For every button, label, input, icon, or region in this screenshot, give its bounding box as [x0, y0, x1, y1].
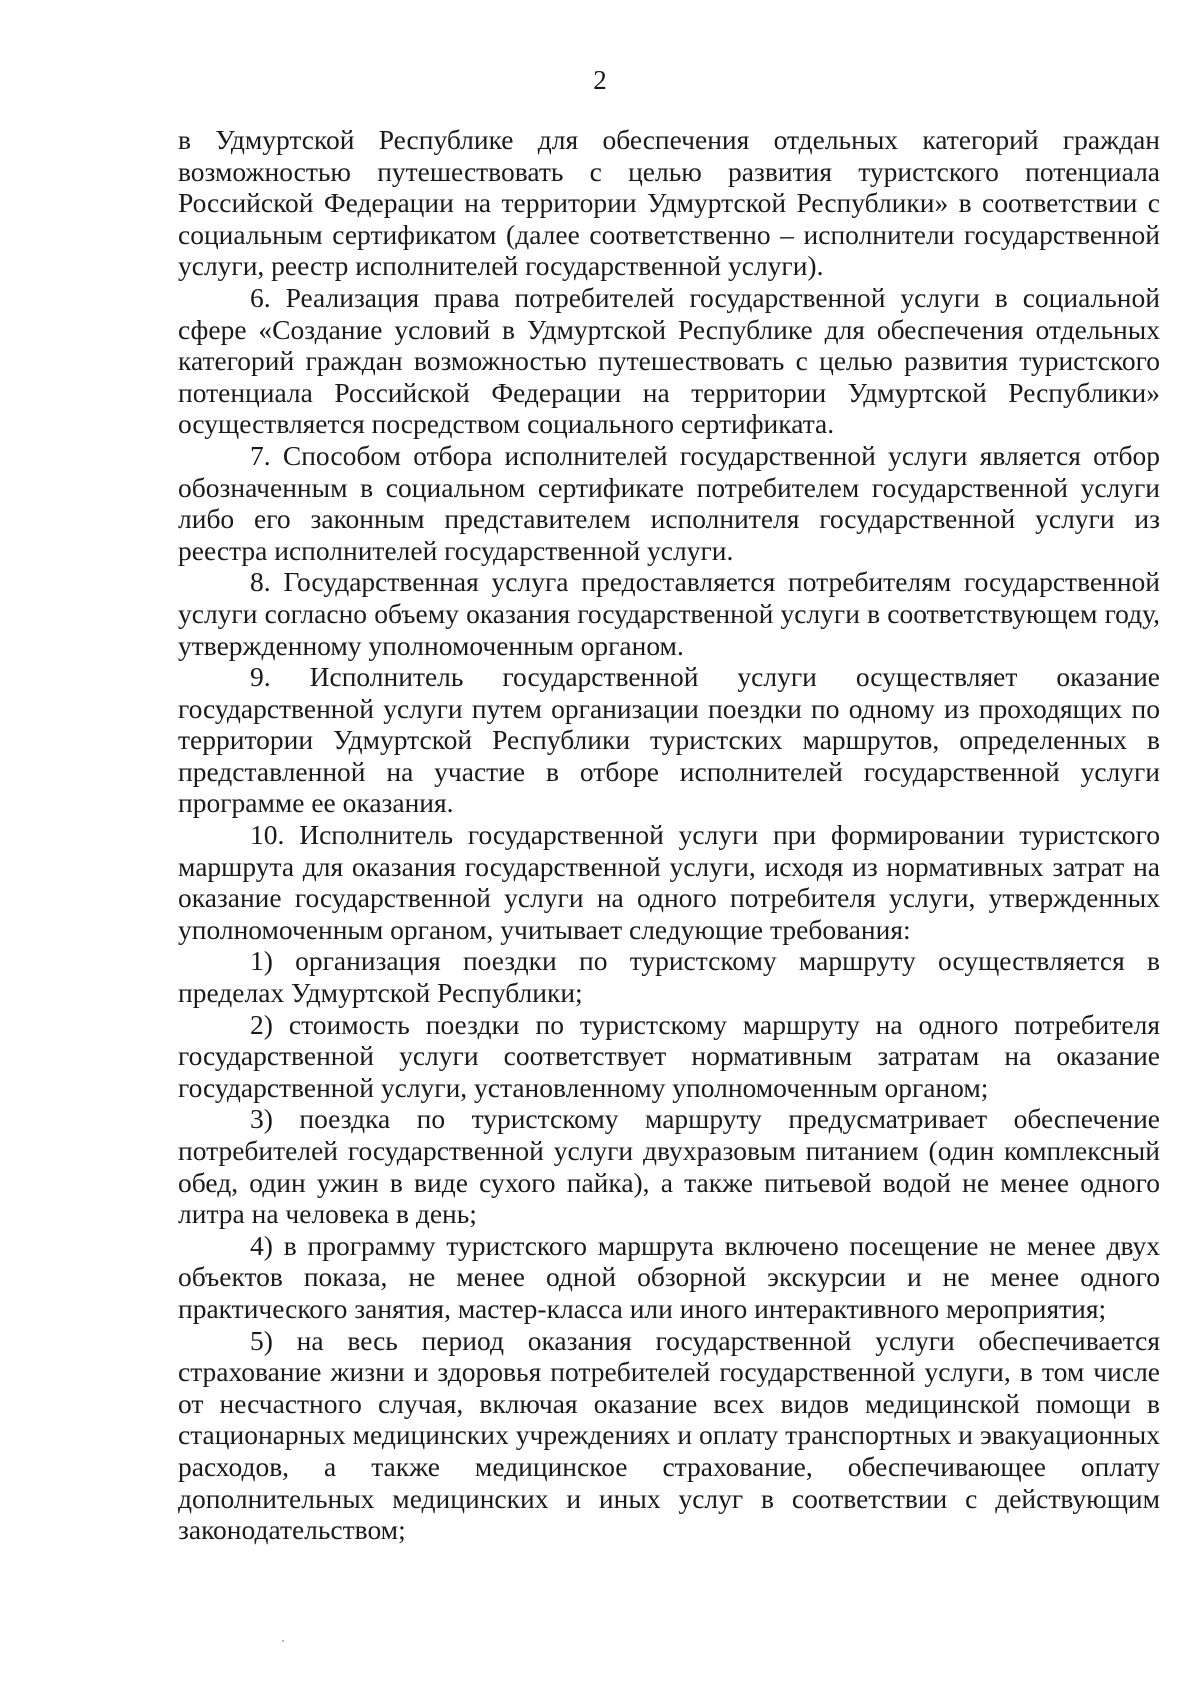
page-number: 2 [593, 65, 607, 95]
scan-speck [282, 1640, 284, 1642]
list-item-3: 3) поездка по туристскому маршруту предусматривает обеспечение потребителей государственной услуги двухразовым питанием (один комплексный обед, один ужин в виде сухого пайка), а также питьевой водой не менее одного литра на человека в день; [178, 1103, 1160, 1230]
paragraph-item-10: 10. Исполнитель государственной услуги при формировании туристского маршрута для оказания государственной услуги, исходя из нормативных затрат на оказание государственной услуги на одного потребителя услуги, утвержденных уполномоченным органом, учитывает следующие требования: [178, 819, 1160, 945]
paragraph-item-9: 9. Исполнитель государственной услуги осуществляет оказание государственной услуги путем организации поездки по одному из проходящих по территории Удмуртской Республики туристских маршрутов, определенных в представленной на участие в отборе исполнителей государственной услуги программе ее оказания. [178, 661, 1160, 819]
paragraph-item-8: 8. Государственная услуга предоставляется потребителям государственной услуги согласно объему оказания государственной услуги в соответствующем году, утвержденному уполномоченным органом. [178, 566, 1160, 661]
list-item-1: 1) организация поездки по туристскому маршруту осуществляется в пределах Удмуртской Республики; [178, 945, 1160, 1009]
list-item-4: 4) в программу туристского маршрута включено посещение не менее двух объектов показа, не менее одной обзорной экскурсии и не менее одного практического занятия, мастер-класса или иного интерактивного мероприятия; [178, 1229, 1160, 1324]
list-item-5: 5) на весь период оказания государственной услуги обеспечивается страхование жизни и здоровья потребителей государственной услуги, в том числе от несчастного случая, включая оказание всех видов медицинской помощи в стационарных медицинских учреждениях и оплату транспортных и эвакуационных расходов, а также медицинское страхование, обеспечивающее оплату дополнительных медицинских и иных услуг в соответствии с действующим законодательством; [178, 1324, 1160, 1546]
paragraph-continuation: в Удмуртской Республике для обеспечения отдельных категорий граждан возможностью путешествовать с целью развития туристского потенциала Российской Федерации на территории Удмуртской Республики» в соответствии с социальным сертификатом (далее соответственно – исполнители государственной услуги, реестр исполнителей государственной услуги). [178, 124, 1160, 282]
document-body [178, 124, 1160, 1546]
list-item-2: 2) стоимость поездки по туристскому маршруту на одного потребителя государственной услуги соответствует нормативным затратам на оказание государственной услуги, установленному уполномоченным органом; [178, 1008, 1160, 1103]
paragraph-item-6: 6. Реализация права потребителей государственной услуги в социальной сфере «Создание условий в Удмуртской Республике для обеспечения отдельных категорий граждан возможностью путешествовать с целью развития туристского потенциала Российской Федерации на территории Удмуртской Республики» осуществляется посредством социального сертификата. [178, 281, 1160, 440]
paragraph-item-7: 7. Способом отбора исполнителей государственной услуги является отбор обозначенным в социальном сертификате потребителем государственной услуги либо его законным представителем исполнителя государственной услуги из реестра исполнителей государственной услуги. [178, 439, 1160, 566]
